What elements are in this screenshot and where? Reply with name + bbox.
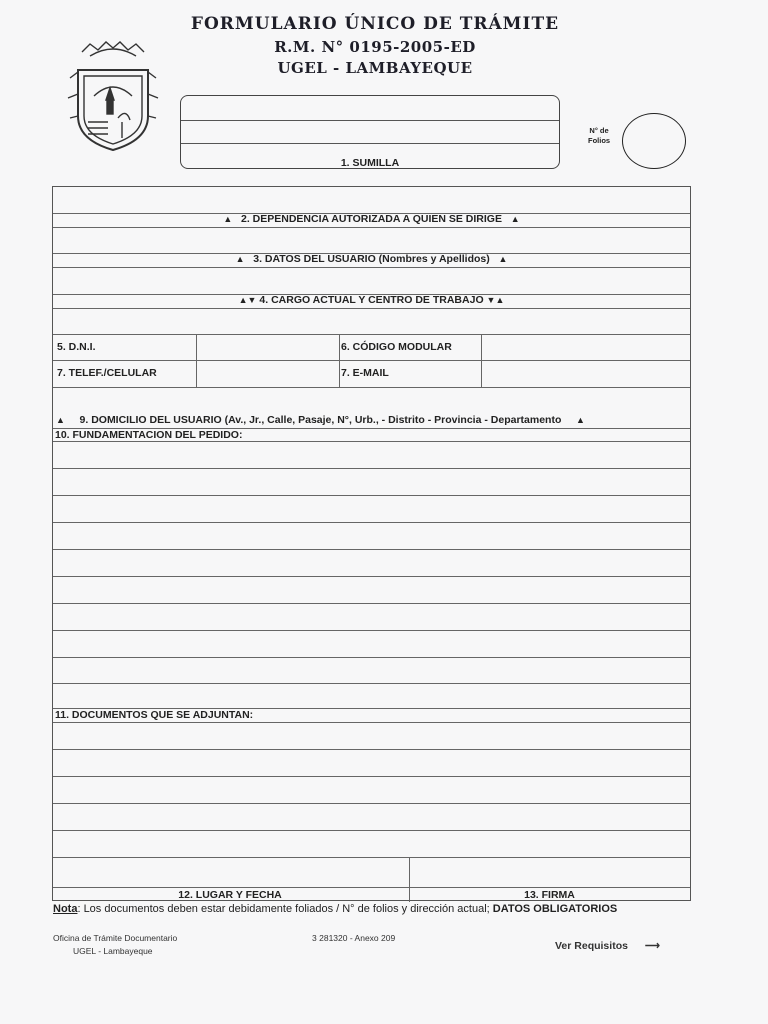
- documentos-label: 11. DOCUMENTOS QUE SE ADJUNTAN:: [55, 709, 254, 721]
- arrow-up-icon: ▲: [56, 415, 65, 425]
- email-field[interactable]: [482, 360, 689, 385]
- arrow-right-icon: ⟶: [644, 940, 660, 952]
- dependencia-label: ▲ 2. DEPENDENCIA AUTORIZADA A QUIEN SE DIRIGE ▲: [223, 213, 520, 225]
- fundamentacion-field[interactable]: [53, 441, 690, 707]
- arrow-up-icon: ▲: [235, 254, 245, 264]
- firma-label: 13. FIRMA: [524, 889, 575, 901]
- note-emphasis: DATOS OBLIGATORIOS: [492, 903, 618, 915]
- telefono-field[interactable]: [197, 360, 338, 385]
- note-prefix: Nota: [53, 903, 78, 915]
- codigo-modular-field[interactable]: [482, 334, 689, 359]
- arrow-up-icon: ▲: [510, 214, 520, 224]
- datos-usuario-label: ▲ 3. DATOS DEL USUARIO (Nombres y Apellidos) ▲: [235, 253, 508, 265]
- folios-label: N° de Folios: [588, 126, 611, 145]
- dni-label: 5. D.N.I.: [57, 341, 96, 353]
- arrow-up-icon: ▲: [223, 214, 233, 224]
- fundamentacion-label: 10. FUNDAMENTACION DEL PEDIDO:: [55, 429, 243, 441]
- footer-office-line1: Oficina de Trámite Documentario: [53, 933, 178, 943]
- ugel-crest-logo: [60, 38, 166, 154]
- arrows-icon: ▲▼: [238, 295, 257, 305]
- resolution-number: R.M. N° 0195-2005-ED: [274, 38, 476, 56]
- dni-field[interactable]: [197, 334, 338, 359]
- lugar-fecha-label: 12. LUGAR Y FECHA: [178, 889, 282, 901]
- footer-office-line2: UGEL - Lambayeque: [73, 946, 153, 956]
- sumilla-label: 1. SUMILLA: [340, 157, 400, 169]
- office-name: UGEL - LAMBAYEQUE: [277, 59, 473, 77]
- form-title: FORMULARIO ÚNICO DE TRÁMITE: [190, 14, 560, 34]
- arrow-up-icon: ▲: [575, 415, 585, 425]
- telefono-label: 7. TELEF./CELULAR: [57, 367, 157, 379]
- domicilio-label: ▲ 9. DOMICILIO DEL USUARIO (Av., Jr., Calle, Pasaje, N°, Urb., - Distrito - Provincia - Departamento ▲: [56, 414, 585, 426]
- form-note: [53, 903, 617, 915]
- folios-count-circle[interactable]: [622, 113, 686, 169]
- firma-field[interactable]: [409, 857, 690, 887]
- ver-requisitos-link[interactable]: Ver Requisitos ⟶: [555, 940, 660, 952]
- note-text: : Los documentos deben estar debidamente foliados / N° de folios y dirección actual;: [77, 903, 493, 915]
- email-label: 7. E-MAIL: [341, 367, 389, 379]
- arrows-icon: ▼▲: [486, 295, 505, 305]
- cargo-label: ▲▼ 4. CARGO ACTUAL Y CENTRO DE TRABAJO ▼▲: [238, 294, 505, 306]
- codigo-modular-label: 6. CÓDIGO MODULAR: [341, 341, 452, 353]
- lugar-fecha-field[interactable]: [53, 857, 408, 887]
- documentos-field[interactable]: [53, 722, 690, 856]
- footer-phone: 3 281320 - Anexo 209: [312, 933, 396, 943]
- arrow-up-icon: ▲: [498, 254, 508, 264]
